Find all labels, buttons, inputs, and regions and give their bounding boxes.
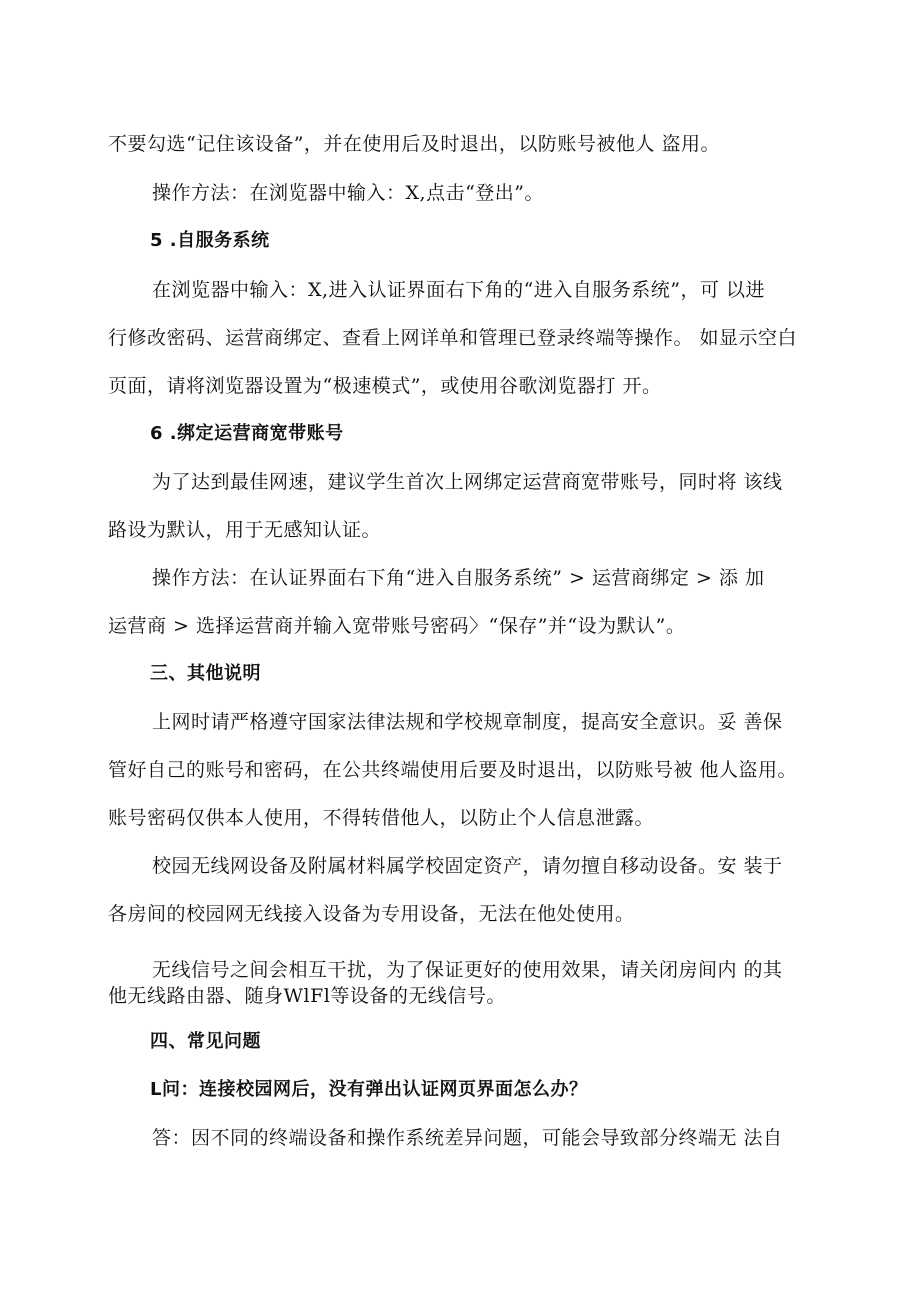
section-3-p2-line-2: 各房间的校园网无线接入设备为专用设备，无法在他处使用。 [108,903,635,925]
section-5-line-3: 页面，请将浏览器设置为“极速模式”，或使用谷歌浏览器打 开。 [108,375,662,397]
faq-question-1: L问：连接校园网后，没有弹出认证网页界面怎么办？ [150,1079,588,1100]
section-3-p2-line-1: 校园无线网设备及附属材料属学校固定资产，请勿擅自移动设备。安 装于 [152,855,783,877]
section-5-heading: 5 .自服务系统 [150,230,270,251]
section-6-line-1: 为了达到最佳网速，建议学生首次上网绑定运营商宽带账号，同时将 该线 [152,471,783,493]
section-3-p1-line-1: 上网时请严格遵守国家法律法规和学校规章制度，提高安全意识。妥 善保 [152,711,783,733]
section-6-heading: 6 .绑定运营商宽带账号 [150,423,344,444]
section-5-line-1: 在浏览器中输入：X,进入认证界面右下角的“进入自服务系统”，可 以进 [152,279,766,301]
intro-line-1: 不要勾选“记住该设备”，并在使用后及时退出，以防账号被他人 盗用。 [108,133,720,155]
section-5-line-2: 行修改密码、运营商绑定、查看上网详单和管理已登录终端等操作。 如显示空白 [108,327,798,349]
intro-line-2: 操作方法：在浏览器中输入：X,点击“登出”。 [152,182,544,204]
faq-answer-1: 答：因不同的终端设备和操作系统差异问题，可能会导致部分终端无 法自 [152,1127,783,1149]
section-3-heading: 三、其他说明 [150,663,261,684]
section-6-line-3: 操作方法：在认证界面右下角“进入自服务系统” > 运营商绑定 > 添 加 [152,567,765,589]
section-6-line-2: 路设为默认，用于无感知认证。 [108,519,382,541]
section-3-p3-line-2: 他无线路由器、随身WlFl等设备的无线信号。 [108,985,506,1007]
section-3-p1-line-2: 管好自己的账号和密码，在公共终端使用后要及时退出，以防账号被 他人盗用。 [108,759,798,781]
section-3-p1-line-3: 账号密码仅供本人使用，不得转借他人，以防止个人信息泄露。 [108,807,655,829]
section-3-p3-line-1: 无线信号之间会相互干扰，为了保证更好的使用效果，请关闭房间内 的其 [152,959,783,981]
section-4-heading: 四、常见问题 [150,1031,261,1052]
section-6-line-4: 运营商 > 选择运营商并输入宽带账号密码〉“保存”并“设为默认”。 [108,615,686,637]
